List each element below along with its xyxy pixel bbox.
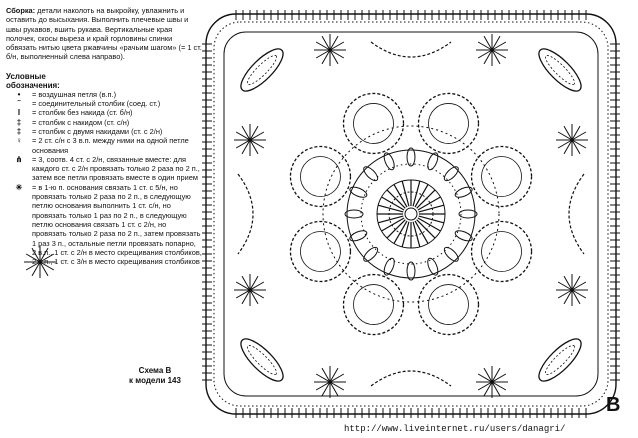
- motif-leaf: [454, 185, 474, 199]
- legend-item-text: = соединительный столбик (соед. ст.): [32, 99, 161, 109]
- legend-title-line1: Условные: [6, 71, 46, 81]
- motif-petal: [343, 93, 403, 153]
- corner-loop: [235, 43, 289, 97]
- assembly-text: детали наколоть на выкройку, увлажнить и оставить до высыхания. Выполнить плечевые швы и швы рукавов, вшить рукава. Вертикальные края полочек, скосы выреза и край горловины спинки обвязать нитью цвета ржавчины «рачьим шагом» (= 1 ст. б/н, выполненный слева направо).: [6, 6, 202, 62]
- motif-leaf: [407, 262, 415, 280]
- motif-leaf: [426, 151, 440, 171]
- motif-petal: [290, 146, 350, 206]
- motif-petal-inner: [353, 103, 393, 143]
- corner-loop-inner: [542, 342, 577, 377]
- motif-spoke: [413, 222, 420, 247]
- motif-spoke: [402, 181, 409, 206]
- motif-petal: [419, 275, 479, 335]
- assembly-heading: Сборка:: [6, 6, 36, 15]
- frame-border: [214, 22, 608, 406]
- motif-leaf: [362, 165, 380, 183]
- legend-item-text: = столбик без накида (ст. б/н): [32, 108, 133, 118]
- motif-leaf: [459, 210, 477, 218]
- motif-leaf: [442, 245, 460, 263]
- motif-leaf: [454, 229, 474, 243]
- motif-petal-inner: [429, 285, 469, 325]
- legend-item-text: = 2 ст. с/н с 3 в.п. между ними на одной петле основания: [32, 136, 189, 155]
- motif-leaf: [426, 257, 440, 277]
- cluster-icon: ⋔: [15, 154, 23, 164]
- motif-leaf: [382, 257, 396, 277]
- treble-crochet-icon: ‡: [16, 126, 22, 136]
- side-arch: [238, 174, 253, 254]
- slip-stitch-icon: ˜: [17, 98, 21, 108]
- single-crochet-icon: I: [17, 108, 21, 118]
- motif-ring: [323, 126, 499, 302]
- motif-leaf: [362, 245, 380, 263]
- motif-petal-inner: [482, 232, 522, 272]
- diagram-motif: [24, 34, 588, 398]
- chain-stitch-icon: •: [17, 89, 21, 99]
- legend-item-text: = в 1-ю п. основания связать 1 ст. с 5/н, но провязать только 2 раза по 2 п., в следующую петлю основания выполнить 1 ст. с/н, но провязать только 1 раз по 2 п., в следующую петлю основания связать 1 ст. с 2/н, но провязать только 2 раза по 2 п., затем провязать 1 раз 3 п., остальные петли провязать попарно, 2 в.п., 1 ст. с 2/н в место скрещивания столбиков, 2 в.п., 1 ст. с 3/н в место скрещивания столбиков: [32, 182, 202, 267]
- motif-petal: [343, 275, 403, 335]
- legend-item-text: = воздушная петля (в.п.): [32, 89, 117, 99]
- watermark-url: http://www.liveinternet.ru/users/danagri/: [344, 424, 566, 434]
- frame-border: [206, 14, 616, 414]
- motif-leaf: [348, 185, 368, 199]
- motif-petal: [472, 222, 532, 282]
- legend-item-text: = 3, соотв. 4 ст. с 2/н, связанные вместе: для каждого ст. с 2/н провязать только 2 раза по 2 п., затем все петли провязать вместе в один прием: [32, 154, 200, 183]
- frame-border: [224, 32, 598, 396]
- motif-leaf: [345, 210, 363, 218]
- motif-ring: [361, 164, 461, 264]
- motif-leaf: [407, 148, 415, 166]
- caption-line2: к модели 143: [129, 376, 181, 385]
- corner-loop-inner: [244, 52, 279, 87]
- legend-title-line2: обозначения:: [6, 80, 60, 90]
- side-arch: [371, 371, 451, 386]
- motif-petal-inner: [353, 285, 393, 325]
- double-crochet-icon: ‡: [16, 117, 22, 127]
- motif-petal: [472, 146, 532, 206]
- v-stitch-icon: ♀: [16, 136, 22, 146]
- motif-leaf: [442, 165, 460, 183]
- motif-leaf: [348, 229, 368, 243]
- motif-spoke: [413, 181, 420, 206]
- corner-loop: [533, 43, 587, 97]
- motif-petal: [419, 93, 479, 153]
- caption-line1: Схема В: [138, 366, 172, 375]
- crossed-stitch-icon: ✳: [15, 182, 23, 192]
- motif-spoke: [402, 222, 409, 247]
- corner-loop: [235, 333, 289, 387]
- side-arch: [569, 174, 584, 254]
- motif-ring: [347, 150, 475, 278]
- scheme-letter: B: [606, 394, 621, 416]
- motif-center: [405, 208, 417, 220]
- corner-loop: [533, 333, 587, 387]
- corner-loop-inner: [244, 342, 279, 377]
- motif-petal: [290, 222, 350, 282]
- motif-petal-inner: [300, 156, 340, 196]
- motif-petal-inner: [300, 232, 340, 272]
- legend-item-text: = столбик с накидом (ст. с/н): [32, 117, 130, 127]
- corner-loop-inner: [542, 52, 577, 87]
- legend-item-text: = столбик с двумя накидами (ст. с 2/н): [32, 126, 163, 136]
- motif-leaf: [382, 151, 396, 171]
- side-arch: [371, 42, 451, 57]
- diagram-frame: [202, 10, 620, 418]
- motif-petal-inner: [482, 156, 522, 196]
- motif-petal-inner: [429, 103, 469, 143]
